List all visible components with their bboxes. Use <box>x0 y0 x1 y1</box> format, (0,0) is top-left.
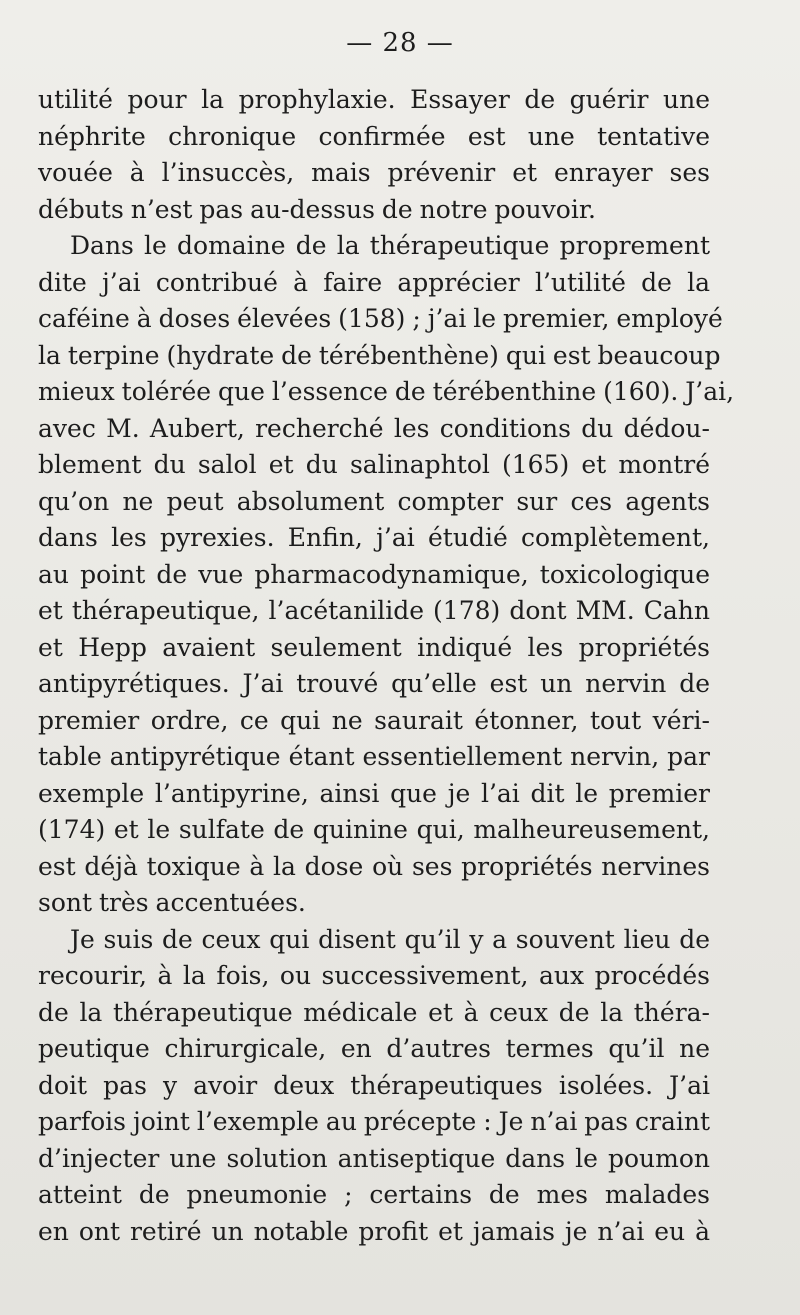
text-line: néphrite chronique confirmée est une tentative <box>38 121 710 151</box>
text-line: est déjà toxique à la dose où ses propriétés nervines <box>38 851 710 881</box>
body-text <box>38 82 735 1250</box>
text-line: exemple l’antipyrine, ainsi que je l’ai dit le premier <box>38 778 710 808</box>
text-line: dans les pyrexies. Enfin, j’ai étudié complètement, <box>38 523 710 552</box>
text-line: avec M. Aubert, recherché les conditions du dédou- <box>38 413 710 443</box>
text-line: caféine à doses élevées (158) ; j’ai le premier, employé <box>38 304 723 333</box>
text-line: en ont retiré un notable profit et jamais je n’ai eu à <box>38 1216 710 1246</box>
text-line: blement du salol et du salinaphtol (165) et montré <box>38 450 710 479</box>
text-line: Dans le domaine de la thérapeutique proprement <box>70 231 710 260</box>
text-line: au point de vue pharmacodynamique, toxicologique <box>38 559 710 589</box>
paragraph-1 <box>38 82 710 228</box>
text-line: de la thérapeutique médicale et à ceux de la théra- <box>38 997 710 1027</box>
text-line: table antipyrétique étant essentiellement nervin, par <box>38 742 710 771</box>
text-line: recourir, à la fois, ou successivement, aux procédés <box>38 961 710 990</box>
text-line: premier ordre, ce qui ne saurait étonner, tout véri- <box>38 705 710 735</box>
text-line: et thérapeutique, l’acétanilide (178) dont MM. Cahn <box>38 596 710 625</box>
text-line: parfois joint l’exemple au précepte : Je n’ai pas craint <box>38 1107 710 1136</box>
text-line: mieux tolérée que l’essence de térébenthine (160). J’ai, <box>38 377 735 406</box>
text-line: peutique chirurgicale, en d’autres termes qu’il ne <box>38 1034 710 1063</box>
page-number: — 28 — <box>346 28 454 58</box>
text-line: vouée à l’insuccès, mais prévenir et enrayer ses <box>38 158 710 187</box>
text-line: atteint de pneumonie ; certains de mes malades <box>38 1180 710 1209</box>
text-line: Je suis de ceux qui disent qu’il y a souvent lieu de <box>70 924 710 954</box>
text-line: dite j’ai contribué à faire apprécier l’utilité de la <box>38 267 710 297</box>
text-line: débuts n’est pas au-dessus de notre pouvoir. <box>38 194 596 224</box>
text-line: sont très accentuées. <box>38 888 306 917</box>
text-line: la terpine (hydrate de térébenthène) qui est beaucoup <box>38 340 721 370</box>
text-line: qu’on ne peut absolument compter sur ces agents <box>38 486 710 516</box>
text-line: d’injecter une solution antiseptique dans le poumon <box>38 1143 710 1173</box>
paragraph-2 <box>38 228 735 922</box>
text-line: utilité pour la prophylaxie. Essayer de guérir une <box>38 85 710 114</box>
text-line: (174) et le sulfate de quinine qui, malheureusement, <box>38 815 710 844</box>
text-line: et Hepp avaient seulement indiqué les propriétés <box>38 632 710 662</box>
paragraph-3 <box>38 922 710 1251</box>
text-line: antipyrétiques. J’ai trouvé qu’elle est un nervin de <box>38 669 710 698</box>
text-line: doit pas y avoir deux thérapeutiques isolées. J’ai <box>38 1070 710 1100</box>
